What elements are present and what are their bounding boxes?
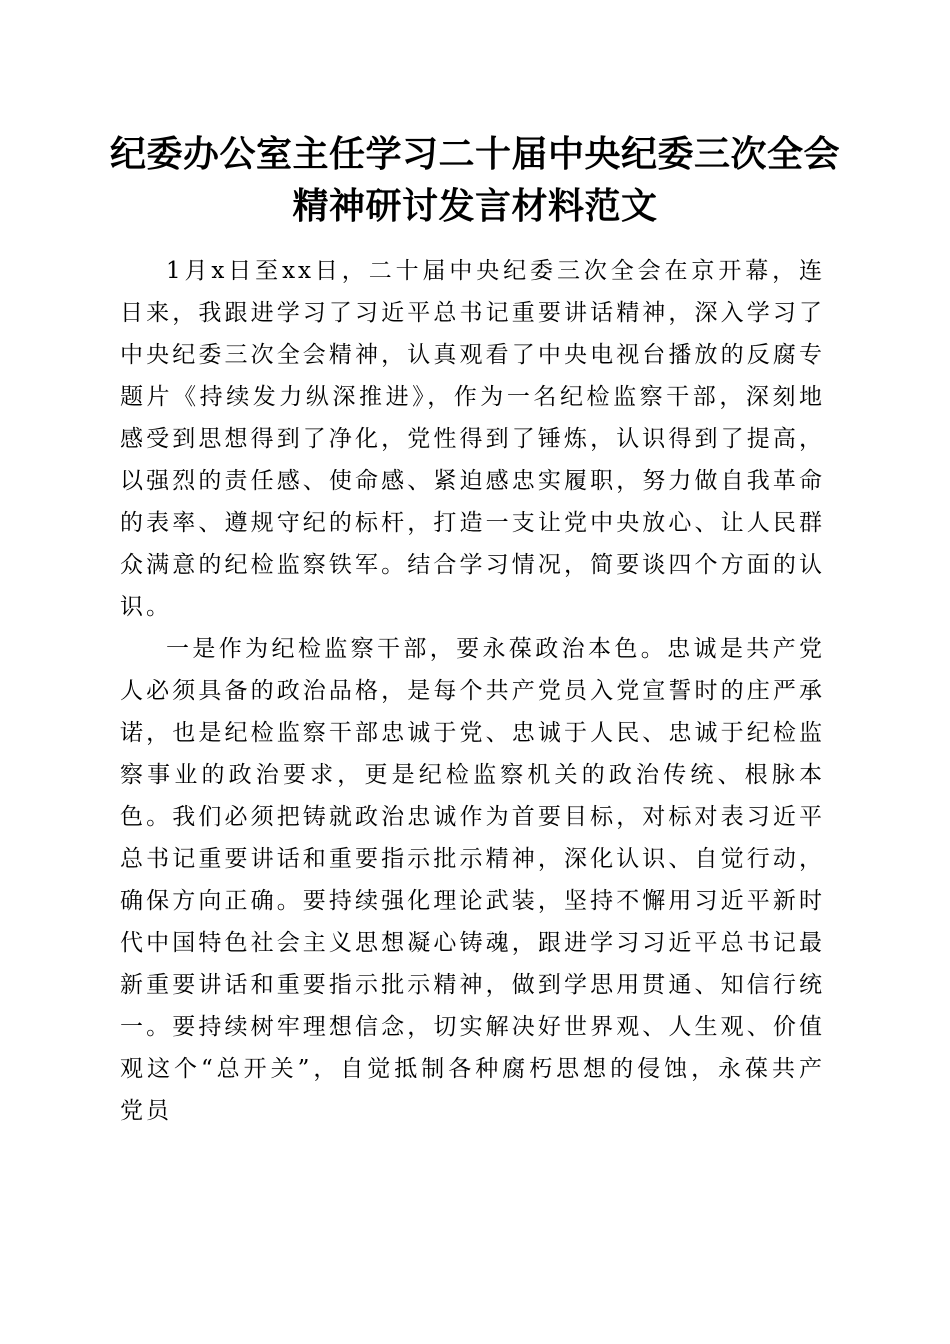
paragraph-point-one — [120, 628, 825, 1132]
paragraph-intro: 1月x日至xx日，二十届中央纪委三次全会在京开幕，连日来，我跟进学习了习近平总书记重要讲话精神，深入学习了中央纪委三次全会精神，认真观看了中央电视台播放的反腐专题片《持续发力纵深推进》，作为一名纪检监察干部，深刻地感受到思想得到了净化，党性得到了锤炼，认识得到了提高，以强烈的责任感、使命感、紧迫感忠实履职，努力做自我革命的表率、遵规守纪的标杆，打造一支让党中央放心、让人民群众满意的纪检监察铁军。结合学习情况，简要谈四个方面的认识。 — [120, 258, 825, 620]
document-body — [120, 250, 825, 1132]
document-title — [90, 128, 860, 232]
paragraph-point-one-lead: 一是作为纪检监察干部，要永葆政治本色。 — [166, 636, 668, 662]
title-line-2: 精神研讨发言材料范文 — [292, 185, 658, 227]
paragraph-point-one-body: 忠诚是共产党人必须具备的政治品格，是每个共产党员入党宣誓时的庄严承诺，也是纪检监察干部忠诚于党、忠诚于人民、忠诚于纪检监察事业的政治要求，更是纪检监察机关的政治传统、根脉本色。我们必须把铸就政治忠诚作为首要目标，对标对表习近平总书记重要讲话和重要指示批示精神，深化认识、自觉行动，确保方向正确。要持续强化理论武装，坚持不懈用习近平新时代中国特色社会主义思想凝心铸魂，跟进学习习近平总书记最新重要讲话和重要指示批示精神，做到学思用贯通、知信行统一。要持续树牢理想信念，切实解决好世界观、人生观、价值观这个“总开关”，自觉抵制各种腐朽思想的侵蚀，永葆共产党员 — [120, 636, 825, 1124]
title-line-1: 纪委办公室主任学习二十届中央纪委三次全会 — [109, 133, 840, 175]
